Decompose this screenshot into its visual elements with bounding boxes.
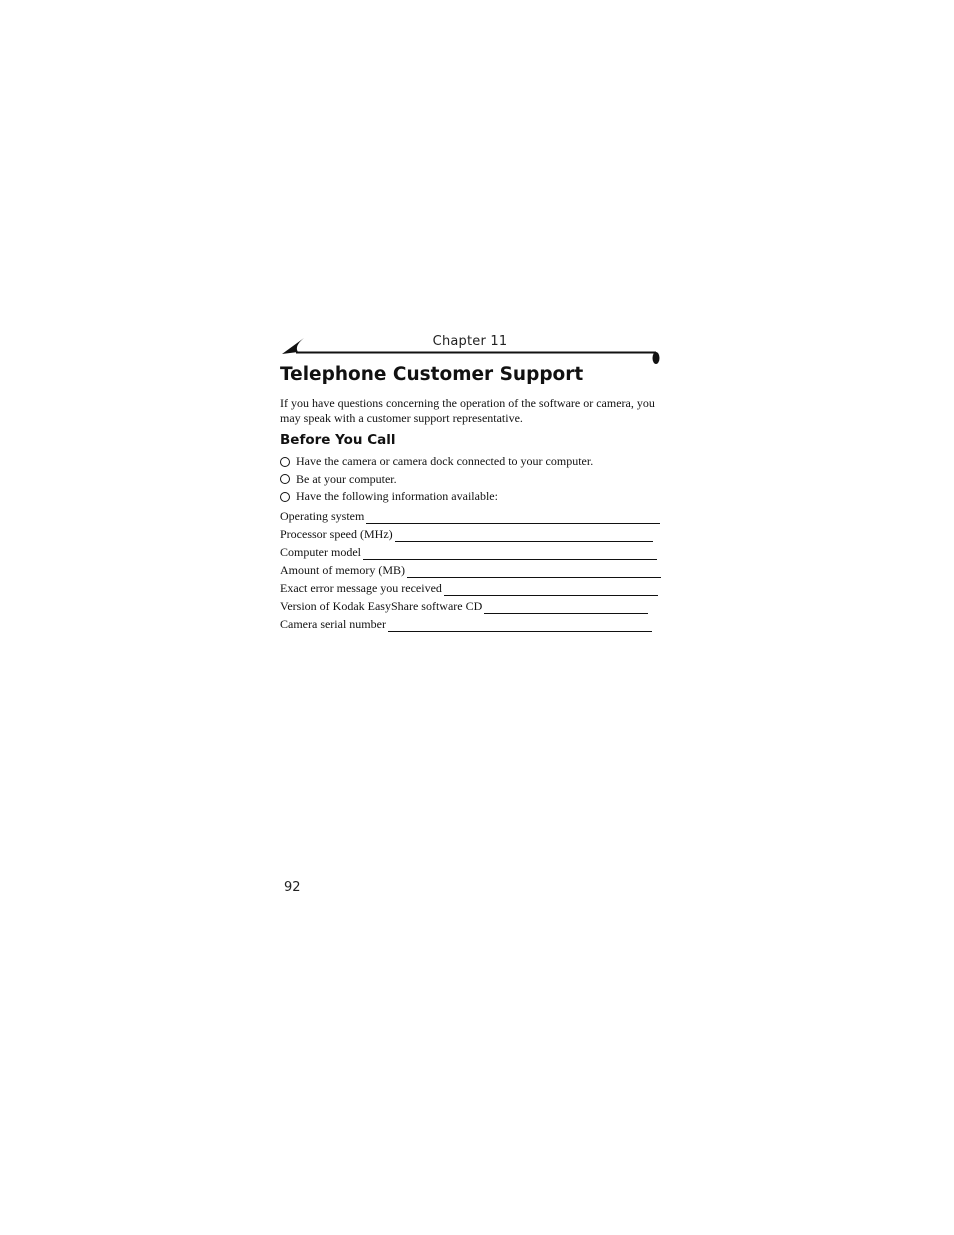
form-row-camera-serial-number — [280, 614, 662, 632]
checklist-item — [280, 488, 662, 506]
checkbox-circle-icon — [280, 457, 290, 467]
form-label: Computer model — [280, 545, 361, 559]
checklist-item-text: Have the following information available: — [296, 489, 498, 504]
fill-in-line — [388, 619, 652, 632]
checklist-item — [280, 471, 662, 489]
form-row-amount-of-memory — [280, 560, 662, 578]
checklist-item-text: Have the camera or camera dock connected to your computer. — [296, 454, 594, 469]
info-form — [280, 506, 662, 632]
form-row-operating-system — [280, 506, 662, 524]
form-label: Processor speed (MHz) — [280, 527, 393, 541]
form-label: Exact error message you received — [280, 581, 442, 595]
form-label: Camera serial number — [280, 617, 386, 631]
form-label: Amount of memory (MB) — [280, 563, 405, 577]
form-label: Version of Kodak EasyShare software CD — [280, 599, 483, 613]
fill-in-line — [366, 511, 660, 524]
chapter-header — [282, 332, 662, 368]
form-row-computer-model — [280, 542, 662, 560]
checkbox-circle-icon — [280, 492, 290, 502]
checklist-item-text: Be at your computer. — [296, 471, 397, 486]
page-title: Telephone Customer Support — [280, 364, 584, 385]
intro-paragraph: If you have questions concerning the operation of the software or camera, you may speak with a customer support representative. — [280, 396, 655, 425]
form-row-easyshare-version — [280, 596, 662, 614]
fill-in-line — [363, 547, 657, 560]
page-number: 92 — [284, 880, 301, 895]
section-heading-before-you-call: Before You Call — [280, 432, 396, 448]
fill-in-line — [444, 583, 658, 596]
chapter-label: Chapter 11 — [432, 334, 508, 349]
form-row-processor-speed — [280, 524, 662, 542]
checklist-item — [280, 453, 662, 471]
form-label: Operating system — [280, 509, 365, 523]
fill-in-line — [395, 529, 653, 542]
form-row-exact-error-message — [280, 578, 662, 596]
fill-in-line — [407, 565, 661, 578]
checkbox-circle-icon — [280, 474, 290, 484]
fill-in-line — [484, 601, 648, 614]
checklist — [280, 453, 662, 506]
